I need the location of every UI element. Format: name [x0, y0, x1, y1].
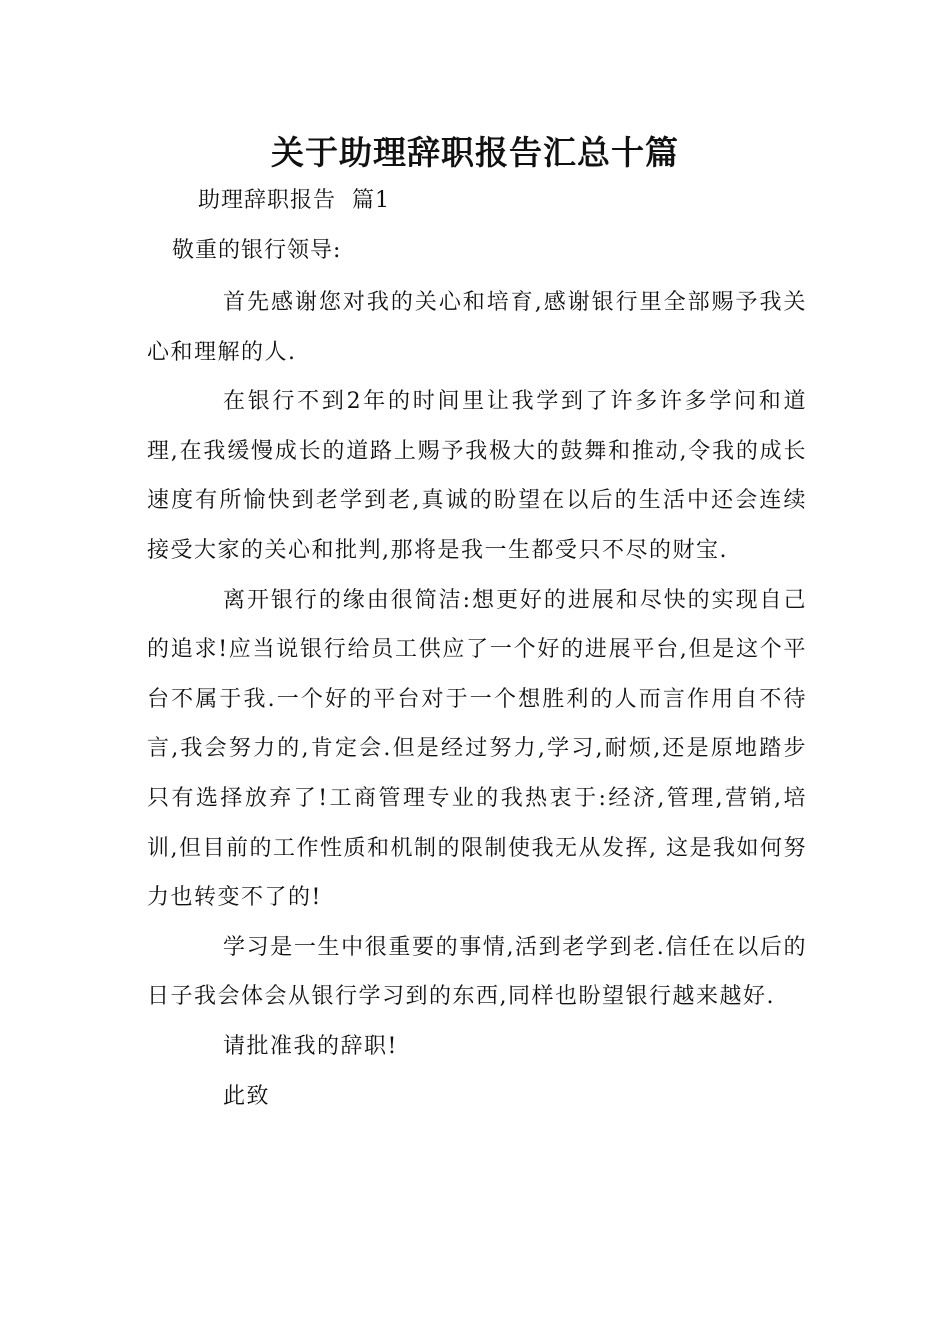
paragraph-closing: 此致 — [223, 1083, 271, 1109]
paragraph-request: 请批准我的辞职! — [223, 1033, 398, 1059]
page-title: 关于助理辞职报告汇总十篇 — [271, 133, 679, 172]
section-subtitle: 助理辞职报告 篇1 — [198, 188, 390, 213]
paragraph-growth: 在银行不到2年的时间里让我学到了许多许多学问和道理,在我缓慢成长的道路上赐予我极大的鼓舞和推动,令我的成长速度有所愉快到老学到老,真诚的盼望在以后的生活中还会连续接受大家的关心和批判,那将是我一生都受只不尽的财宝. — [147, 389, 807, 563]
paragraph-reason: 离开银行的缘由很简洁:想更好的进展和尽快的实现自己的追求!应当说银行给员工供应了一个好的进展平台,但是这个平台不属于我.一个好的平台对于一个想胜利的人而言作用自不待言,我会努力的,肯定会.但是经过努力,学习,耐烦,还是原地踏步只有选择放弃了!工商管理专业的我热衷于:经济,管理,营销,培训,但目前的工作性质和机制的限制使我无从发挥, 这是我如何努力也转变不了的! — [147, 587, 807, 911]
paragraph-learning: 学习是一生中很重要的事情,活到老学到老.信任在以后的日子我会体会从银行学习到的东西,同样也盼望银行越来越好. — [147, 934, 807, 1010]
salutation: 敬重的银行领导: — [172, 238, 342, 263]
letter-body — [147, 278, 807, 1121]
paragraph-thanks: 首先感谢您对我的关心和培育,感谢银行里全部赐予我关心和理解的人. — [147, 290, 807, 365]
